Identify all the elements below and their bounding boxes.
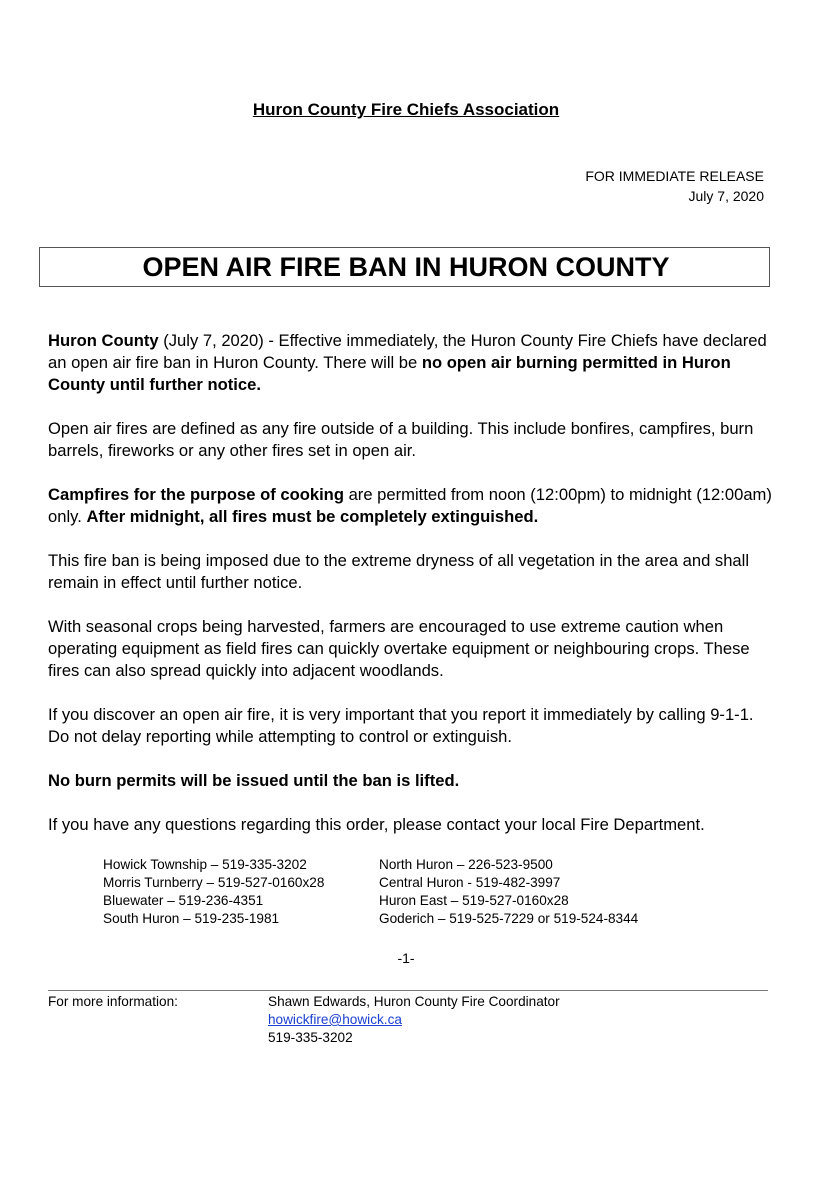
paragraph-3-lead: Campfires for the purpose of cooking — [48, 485, 344, 504]
paragraph-2: Open air fires are defined as any fire outside of a building. This include bonfires, campfires, burn barrels, fireworks or any other fires set in open air. — [48, 419, 754, 460]
paragraph-1-emphasis: no open air burning permitted in Huron County until further notice. — [48, 353, 731, 394]
coordinator-name: Shawn Edwards, Huron County Fire Coordinator — [268, 994, 560, 1009]
contact-item: Bluewater – 519-236-4351 — [103, 893, 264, 908]
paragraph-5: With seasonal crops being harvested, farmers are encouraged to use extreme caution when operating equipment as field fires can quickly overtake equipment or neighbouring crops. These fires can also spread quickly into adjacent woodlands. — [48, 617, 750, 680]
release-date: July 7, 2020 — [688, 188, 764, 204]
contacts-right-column — [379, 856, 638, 928]
footer-divider — [48, 990, 768, 991]
paragraph-1-text: (July 7, 2020) - Effective immediately, the Huron County Fire Chiefs have declared an open air fire ban in Huron County. There will be — [48, 331, 767, 372]
paragraph-3 — [48, 484, 778, 528]
contact-item: Morris Turnberry – 519-527-0160x28 — [103, 875, 325, 890]
contact-item: South Huron – 519-235-1981 — [103, 911, 280, 926]
press-release-body — [48, 330, 778, 858]
paragraph-4: This fire ban is being imposed due to the extreme dryness of all vegetation in the area and shall remain in effect until further notice. — [48, 551, 750, 592]
paragraph-6: If you discover an open air fire, it is very important that you report it immediately by calling 9-1-1. Do not delay reporting while attempting to control or extinguish. — [48, 705, 754, 746]
contacts-left-column — [103, 856, 324, 928]
coordinator-phone: 519-335-3202 — [268, 1030, 353, 1045]
page-number: -1- — [397, 950, 415, 966]
contact-item: North Huron – 226-523-9500 — [379, 857, 553, 872]
contact-item: Central Huron - 519-482-3997 — [379, 875, 561, 890]
paragraph-7 — [48, 770, 778, 792]
email-link[interactable]: howickfire@howick.ca — [268, 1012, 402, 1027]
paragraph-3-emphasis: After midnight, all fires must be completely extinguished. — [86, 507, 539, 526]
contact-item: Huron East – 519-527-0160x28 — [379, 893, 569, 908]
footer-label: For more information: — [48, 994, 178, 1009]
paragraph-3-text: are permitted from noon (12:00pm) to midnight (12:00am) only. — [48, 485, 772, 526]
paragraph-1-lead: Huron County — [48, 331, 159, 350]
release-label: FOR IMMEDIATE RELEASE — [585, 168, 764, 184]
paragraph-8: If you have any questions regarding this order, please contact your local Fire Department. — [48, 815, 705, 834]
footer-contact-info — [268, 993, 560, 1047]
organization-title: Huron County Fire Chiefs Association — [252, 100, 560, 119]
headline: OPEN AIR FIRE BAN IN HURON COUNTY — [142, 252, 670, 282]
release-info — [585, 166, 764, 206]
paragraph-1 — [48, 330, 778, 396]
contact-item: Howick Township – 519-335-3202 — [103, 857, 307, 872]
contact-item: Goderich – 519-525-7229 or 519-524-8344 — [379, 911, 639, 926]
paragraph-7-text: No burn permits will be issued until the ban is lifted. — [48, 771, 460, 790]
